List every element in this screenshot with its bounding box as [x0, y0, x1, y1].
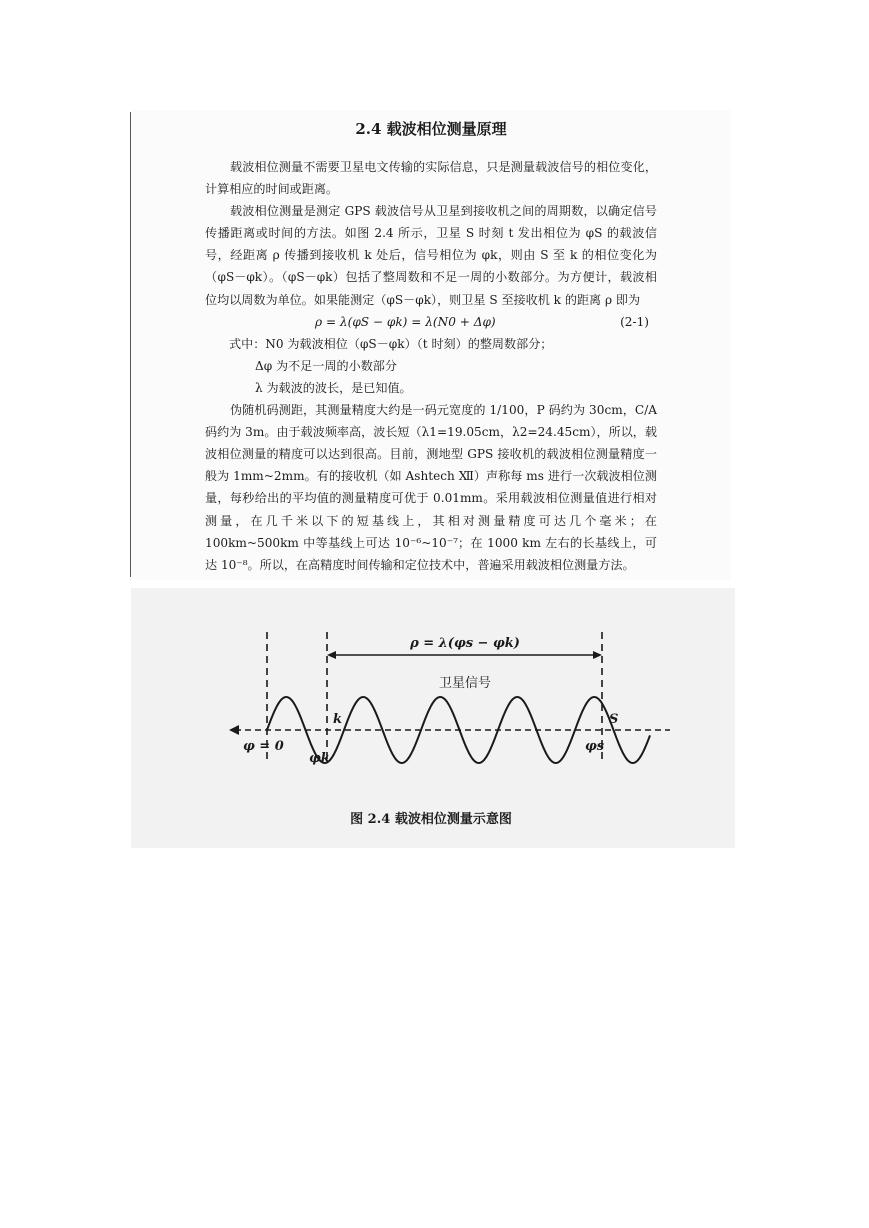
diagram-svg: [225, 620, 675, 770]
paragraph-2: 载波相位测量是测定 GPS 载波信号从卫星到接收机之间的周期数，以确定信号传播距离或时间的方法。如图 2.4 所示，卫星 S 时刻 t 发出相位为 φS 的载波信号，经距离 ρ 传播到接收机 k 处后，信号相位为 φk，则由 S 至 k 的相位变化为（φS－φk）。（φS－φk）包括了整周数和不足一周的小数部分。为方便计，载波相位均以周数为单位。如果能测定（φS－φk），则卫星 S 至接收机 k 的距离 ρ 即为: [205, 204, 657, 307]
receiver-k-label: k: [333, 712, 343, 727]
definition-n0: 式中：N0 为载波相位（φS－φk）（t 时刻）的整周数部分；: [229, 336, 553, 351]
definition-lambda: λ 为载波的波长，是已知值。: [255, 380, 412, 395]
page-margin-rule: [130, 112, 131, 577]
phase-s-label: φs: [585, 739, 605, 754]
paragraph-3: 伪随机码测距，其测量精度大约是一码元宽度的 1/100，P 码约为 30cm，C/A 码约为 3m。由于载波频率高，波长短（λ1=19.05cm，λ2=24.45cm），所以，载波相位测量的精度可以达到很高。目前，测地型 GPS 接收机的载波相位测量精度一般为 1mm~2mm。有的接收机（如 Ashtech Ⅻ）声称每 ms 进行一次载波相位测量，每秒给出的平均值的测量精度可优于 0.01mm。采用载波相位测量值进行相对测量，在几千米以下的短基线上，其相对测量精度可达几个毫米；在 100km~500km 中等基线上可达 10⁻⁶~10⁻⁷；在 1000 km 左右的长基线上，可达 10⁻⁸。所以，在高精度时间传输和定位技术中，普遍采用载波相位测量方法。: [205, 403, 657, 572]
equation-row: [205, 311, 657, 333]
origin-phase-label: φ = 0: [243, 739, 284, 754]
definition-delta: Δφ 为不足一周的小数部分: [255, 358, 397, 373]
figure-caption: 图 2.4 载波相位测量示意图: [350, 812, 512, 827]
distance-arrow-left-head: [327, 651, 336, 659]
axis-left-arrowhead: [229, 725, 239, 735]
body-text: [205, 156, 657, 576]
paragraph-1: 载波相位测量不需要卫星电文传输的实际信息，只是测量载波信号的相位变化，计算相应的时间或距离。: [205, 160, 657, 197]
satellite-s-label: S: [609, 712, 619, 727]
carrier-phase-diagram: [225, 620, 675, 770]
equation-number: (2-1): [620, 314, 649, 329]
rho-formula-label: ρ = λ(φs − φk): [410, 636, 520, 651]
phase-k-label: φk: [309, 751, 330, 766]
equation-2-1: ρ = λ(φS − φk) = λ(N0 + Δφ): [315, 314, 496, 329]
distance-arrow-right-head: [593, 651, 602, 659]
section-title: 2.4 载波相位测量原理: [355, 120, 507, 138]
signal-label: 卫星信号: [438, 676, 492, 691]
